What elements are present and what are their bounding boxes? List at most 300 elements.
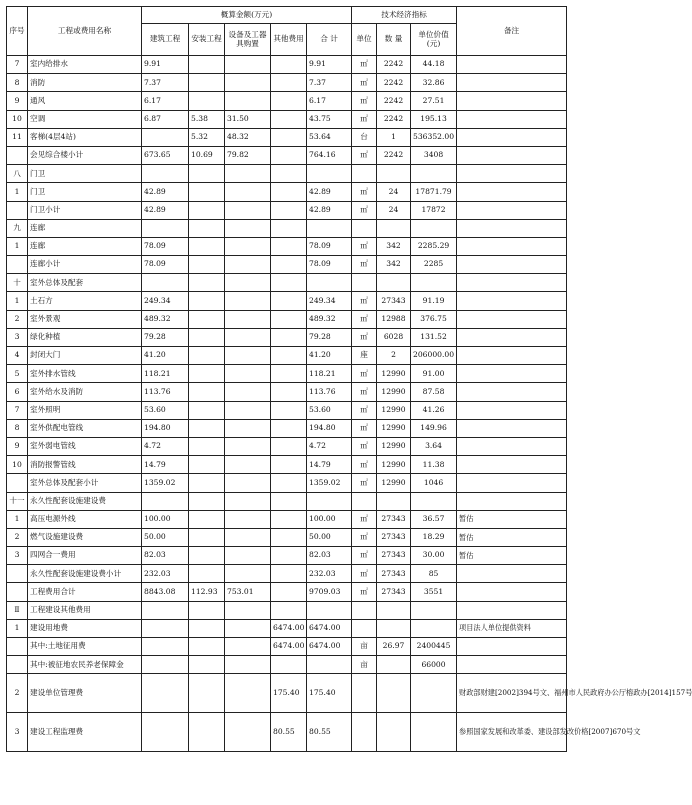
cell-name: 室外弱电管线 <box>28 437 142 455</box>
cell-quantity: 12990 <box>377 419 411 437</box>
cell-quantity: 12990 <box>377 474 411 492</box>
cell-seq: 十一 <box>7 492 28 510</box>
cell-seq: 2 <box>7 528 28 546</box>
cell-install <box>189 601 225 619</box>
cell-building: 41.20 <box>142 347 189 365</box>
cell-remark: 暂估 <box>457 510 567 528</box>
cell-other-fee <box>271 565 307 583</box>
table-row <box>7 256 567 274</box>
cell-other-fee <box>271 310 307 328</box>
cell-unit-value: 32.86 <box>411 74 457 92</box>
cell-equipment <box>225 656 271 674</box>
cell-name: 其中:土地征用费 <box>28 638 142 656</box>
cell-total <box>307 492 352 510</box>
cell-seq: 9 <box>7 92 28 110</box>
cell-unit-value: 536352.00 <box>411 128 457 146</box>
cell-building <box>142 219 189 237</box>
cell-building: 42.89 <box>142 201 189 219</box>
cell-equipment <box>225 347 271 365</box>
cell-quantity: 2242 <box>377 56 411 74</box>
cell-name: 室外排水管线 <box>28 365 142 383</box>
cell-equipment <box>225 274 271 292</box>
cell-other-fee <box>271 328 307 346</box>
cell-name: 高压电源外线 <box>28 510 142 528</box>
cell-remark <box>457 146 567 164</box>
cell-building: 194.80 <box>142 419 189 437</box>
cell-name: 工程费用合计 <box>28 583 142 601</box>
cell-install <box>189 638 225 656</box>
cell-install <box>189 365 225 383</box>
cell-name: 室外总体及配套小计 <box>28 474 142 492</box>
cell-equipment <box>225 292 271 310</box>
cell-remark <box>457 656 567 674</box>
cell-remark <box>457 74 567 92</box>
cell-unit: 座 <box>352 347 377 365</box>
cell-other-fee <box>271 365 307 383</box>
cell-seq: 7 <box>7 401 28 419</box>
cell-equipment <box>225 547 271 565</box>
cell-name: 永久性配套设施建设费小计 <box>28 565 142 583</box>
cell-unit: ㎡ <box>352 510 377 528</box>
cell-equipment <box>225 619 271 637</box>
cell-unit-value: 17872 <box>411 201 457 219</box>
table-row <box>7 619 567 637</box>
cell-install <box>189 74 225 92</box>
table-row <box>7 274 567 292</box>
cell-seq <box>7 656 28 674</box>
cell-building: 42.89 <box>142 183 189 201</box>
cell-quantity: 27343 <box>377 528 411 546</box>
cell-quantity <box>377 619 411 637</box>
cell-unit <box>352 165 377 183</box>
cell-quantity: 6028 <box>377 328 411 346</box>
header-unit: 单位 <box>352 24 377 56</box>
cell-seq: 2 <box>7 674 28 713</box>
table-row <box>7 547 567 565</box>
cell-seq: 九 <box>7 219 28 237</box>
cell-total: 43.75 <box>307 110 352 128</box>
cell-building <box>142 165 189 183</box>
cell-building: 673.65 <box>142 146 189 164</box>
cell-unit: ㎡ <box>352 528 377 546</box>
cell-quantity <box>377 274 411 292</box>
cell-unit: ㎡ <box>352 310 377 328</box>
cell-quantity: 2242 <box>377 74 411 92</box>
cell-name: 建设单位管理费 <box>28 674 142 713</box>
cell-other-fee <box>271 128 307 146</box>
cell-building: 82.03 <box>142 547 189 565</box>
cell-other-fee <box>271 401 307 419</box>
cell-total: 42.89 <box>307 201 352 219</box>
cell-total: 249.34 <box>307 292 352 310</box>
cell-unit: ㎡ <box>352 237 377 255</box>
table-row <box>7 474 567 492</box>
table-row <box>7 110 567 128</box>
cell-seq: 十 <box>7 274 28 292</box>
cell-equipment <box>225 638 271 656</box>
cell-equipment <box>225 237 271 255</box>
cell-remark <box>457 328 567 346</box>
cell-quantity: 2242 <box>377 146 411 164</box>
cell-unit: ㎡ <box>352 474 377 492</box>
cell-unit: ㎡ <box>352 110 377 128</box>
cell-quantity: 24 <box>377 201 411 219</box>
cell-install <box>189 292 225 310</box>
cell-equipment <box>225 474 271 492</box>
cell-seq: 5 <box>7 365 28 383</box>
cell-unit-value: 30.00 <box>411 547 457 565</box>
cell-name: 建设工程监理费 <box>28 713 142 752</box>
cell-remark <box>457 274 567 292</box>
cell-quantity: 12988 <box>377 310 411 328</box>
table-row <box>7 656 567 674</box>
cell-remark <box>457 183 567 201</box>
cell-total: 118.21 <box>307 365 352 383</box>
cell-building <box>142 674 189 713</box>
cell-unit: ㎡ <box>352 419 377 437</box>
header-budget-group: 概算金额(万元) <box>142 7 352 24</box>
table-row <box>7 365 567 383</box>
cell-quantity: 27343 <box>377 510 411 528</box>
cell-equipment <box>225 219 271 237</box>
cell-building <box>142 128 189 146</box>
cell-remark <box>457 474 567 492</box>
cell-other-fee: 80.55 <box>271 713 307 752</box>
cell-equipment <box>225 74 271 92</box>
cell-quantity: 27343 <box>377 583 411 601</box>
cell-seq: 1 <box>7 619 28 637</box>
cell-other-fee <box>271 219 307 237</box>
cell-unit <box>352 274 377 292</box>
cell-name: 永久性配套设施建设费 <box>28 492 142 510</box>
cell-total <box>307 656 352 674</box>
cell-install <box>189 674 225 713</box>
cell-remark <box>457 638 567 656</box>
cell-name: 空调 <box>28 110 142 128</box>
cell-building: 1359.02 <box>142 474 189 492</box>
cell-remark <box>457 565 567 583</box>
cell-other-fee <box>271 656 307 674</box>
cell-unit: ㎡ <box>352 74 377 92</box>
header-seq: 序号 <box>7 7 28 56</box>
cell-unit <box>352 219 377 237</box>
header-building: 建筑工程 <box>142 24 189 56</box>
cell-quantity: 12990 <box>377 437 411 455</box>
cell-building: 53.60 <box>142 401 189 419</box>
cell-quantity: 12990 <box>377 383 411 401</box>
cell-unit-value: 18.29 <box>411 528 457 546</box>
cell-building <box>142 713 189 752</box>
cell-unit <box>352 713 377 752</box>
cell-name: 封闭大门 <box>28 347 142 365</box>
cell-unit: ㎡ <box>352 401 377 419</box>
cell-remark <box>457 583 567 601</box>
cell-install <box>189 56 225 74</box>
cell-name: 四网合一费用 <box>28 547 142 565</box>
cell-name: 燃气设施建设费 <box>28 528 142 546</box>
cell-remark <box>457 110 567 128</box>
cell-seq: 10 <box>7 110 28 128</box>
cell-unit-value: 2400445 <box>411 638 457 656</box>
cell-other-fee <box>271 528 307 546</box>
cell-remark: 财政部财建[2002]394号文、福州市人民政府办公厅榕政办[2014]157号 <box>457 674 567 713</box>
cell-building: 50.00 <box>142 528 189 546</box>
cell-total: 7.37 <box>307 74 352 92</box>
cell-seq: 3 <box>7 713 28 752</box>
cell-total <box>307 274 352 292</box>
header-name: 工程或费用名称 <box>28 7 142 56</box>
cell-remark <box>457 165 567 183</box>
cell-remark <box>457 437 567 455</box>
cell-unit-value <box>411 713 457 752</box>
cell-unit: ㎡ <box>352 565 377 583</box>
cell-total: 194.80 <box>307 419 352 437</box>
cell-unit: ㎡ <box>352 365 377 383</box>
cell-other-fee <box>271 256 307 274</box>
cell-total: 79.28 <box>307 328 352 346</box>
cell-other-fee: 6474.00 <box>271 638 307 656</box>
cell-building: 489.32 <box>142 310 189 328</box>
cell-unit-value: 2285.29 <box>411 237 457 255</box>
cell-other-fee <box>271 74 307 92</box>
cell-name: 客梯(4层4站) <box>28 128 142 146</box>
cell-equipment <box>225 601 271 619</box>
cell-unit-value: 3408 <box>411 146 457 164</box>
cell-total: 489.32 <box>307 310 352 328</box>
cell-install <box>189 219 225 237</box>
cell-install <box>189 165 225 183</box>
cell-unit-value: 206000.00 <box>411 347 457 365</box>
cell-building <box>142 492 189 510</box>
cell-total: 53.64 <box>307 128 352 146</box>
table-row <box>7 383 567 401</box>
cell-unit: ㎡ <box>352 292 377 310</box>
cell-quantity: 27343 <box>377 547 411 565</box>
cell-quantity <box>377 219 411 237</box>
budget-estimate-table <box>6 6 692 752</box>
cell-seq: 4 <box>7 347 28 365</box>
cell-total: 50.00 <box>307 528 352 546</box>
cell-seq: 9 <box>7 437 28 455</box>
cell-other-fee <box>271 274 307 292</box>
cell-remark <box>457 219 567 237</box>
header-unit-value: 单位价值(元) <box>411 24 457 56</box>
cell-install <box>189 274 225 292</box>
table-row <box>7 674 567 713</box>
cell-unit-value <box>411 219 457 237</box>
cell-name: 连廊 <box>28 219 142 237</box>
cell-install <box>189 528 225 546</box>
cell-name: 绿化种植 <box>28 328 142 346</box>
table-row <box>7 565 567 583</box>
cell-install <box>189 92 225 110</box>
cell-unit: ㎡ <box>352 383 377 401</box>
cell-seq: 8 <box>7 419 28 437</box>
cell-name: 连廊小计 <box>28 256 142 274</box>
cell-equipment <box>225 437 271 455</box>
cell-equipment <box>225 56 271 74</box>
cell-equipment <box>225 565 271 583</box>
cell-remark <box>457 492 567 510</box>
cell-other-fee <box>271 437 307 455</box>
cell-seq: 1 <box>7 292 28 310</box>
cell-install <box>189 201 225 219</box>
cell-quantity: 1 <box>377 128 411 146</box>
cell-total: 9709.03 <box>307 583 352 601</box>
cell-equipment: 48.32 <box>225 128 271 146</box>
cell-building: 6.87 <box>142 110 189 128</box>
cell-remark <box>457 128 567 146</box>
cell-remark <box>457 201 567 219</box>
cell-quantity <box>377 165 411 183</box>
cell-total: 4.72 <box>307 437 352 455</box>
cell-other-fee <box>271 383 307 401</box>
cell-remark: 暂估 <box>457 547 567 565</box>
cell-unit-value: 3551 <box>411 583 457 601</box>
cell-unit-value: 91.19 <box>411 292 457 310</box>
cell-total: 82.03 <box>307 547 352 565</box>
cell-other-fee: 6474.00 <box>271 619 307 637</box>
cell-building <box>142 274 189 292</box>
cell-total: 78.09 <box>307 237 352 255</box>
cell-name: 连廊 <box>28 237 142 255</box>
cell-name: 室外景观 <box>28 310 142 328</box>
cell-name: 通风 <box>28 92 142 110</box>
table-row <box>7 219 567 237</box>
cell-building: 100.00 <box>142 510 189 528</box>
cell-other-fee <box>271 347 307 365</box>
cell-unit: ㎡ <box>352 456 377 474</box>
cell-other-fee <box>271 474 307 492</box>
cell-quantity: 27343 <box>377 292 411 310</box>
cell-unit-value: 2285 <box>411 256 457 274</box>
cell-remark: 项目法人单位提供资料 <box>457 619 567 637</box>
cell-equipment <box>225 201 271 219</box>
cell-unit-value: 44.18 <box>411 56 457 74</box>
cell-install <box>189 401 225 419</box>
cell-quantity: 2242 <box>377 92 411 110</box>
cell-unit-value: 1046 <box>411 474 457 492</box>
cell-other-fee <box>271 419 307 437</box>
cell-seq: 2 <box>7 310 28 328</box>
cell-seq <box>7 474 28 492</box>
cell-other-fee <box>271 92 307 110</box>
cell-install <box>189 547 225 565</box>
cell-building <box>142 601 189 619</box>
table-row <box>7 638 567 656</box>
cell-unit: ㎡ <box>352 583 377 601</box>
cell-remark <box>457 347 567 365</box>
cell-total: 1359.02 <box>307 474 352 492</box>
cell-other-fee <box>271 110 307 128</box>
cell-name: 门卫小计 <box>28 201 142 219</box>
cell-total: 53.60 <box>307 401 352 419</box>
cell-unit <box>352 601 377 619</box>
cell-name: 土石方 <box>28 292 142 310</box>
cell-building <box>142 619 189 637</box>
cell-equipment <box>225 492 271 510</box>
cell-name: 室外总体及配套 <box>28 274 142 292</box>
cell-remark: 参照国家发展和改革委、建设部发改价格[2007]670号文 <box>457 713 567 752</box>
cell-install <box>189 474 225 492</box>
table-row <box>7 201 567 219</box>
cell-total: 80.55 <box>307 713 352 752</box>
cell-unit-value: 66000 <box>411 656 457 674</box>
cell-total <box>307 601 352 619</box>
cell-unit: 亩 <box>352 638 377 656</box>
cell-quantity <box>377 492 411 510</box>
cell-building: 113.76 <box>142 383 189 401</box>
cell-install: 5.32 <box>189 128 225 146</box>
header-quantity: 数 量 <box>377 24 411 56</box>
cell-unit-value: 131.52 <box>411 328 457 346</box>
cell-remark <box>457 456 567 474</box>
cell-other-fee <box>271 492 307 510</box>
cell-unit-value: 85 <box>411 565 457 583</box>
cell-unit: ㎡ <box>352 183 377 201</box>
cell-install <box>189 347 225 365</box>
header-install: 安装工程 <box>189 24 225 56</box>
cell-equipment <box>225 310 271 328</box>
table-row <box>7 510 567 528</box>
cell-unit <box>352 492 377 510</box>
cell-name: 会见综合楼小计 <box>28 146 142 164</box>
cell-other-fee <box>271 456 307 474</box>
cell-equipment <box>225 383 271 401</box>
cell-unit-value: 17871.79 <box>411 183 457 201</box>
cell-install: 112.93 <box>189 583 225 601</box>
cell-equipment <box>225 165 271 183</box>
cell-total: 764.16 <box>307 146 352 164</box>
table-row <box>7 713 567 752</box>
cell-install <box>189 310 225 328</box>
cell-quantity <box>377 674 411 713</box>
cell-quantity <box>377 601 411 619</box>
cell-install: 10.69 <box>189 146 225 164</box>
cell-install <box>189 419 225 437</box>
table-row <box>7 492 567 510</box>
cell-quantity: 2 <box>377 347 411 365</box>
cell-remark <box>457 256 567 274</box>
cell-building <box>142 638 189 656</box>
cell-unit-value: 11.38 <box>411 456 457 474</box>
cell-equipment <box>225 365 271 383</box>
cell-total <box>307 219 352 237</box>
cell-name: 室外给水及消防 <box>28 383 142 401</box>
cell-unit-value: 3.64 <box>411 437 457 455</box>
cell-other-fee <box>271 56 307 74</box>
cell-remark <box>457 310 567 328</box>
cell-name: 消防 <box>28 74 142 92</box>
cell-unit-value <box>411 674 457 713</box>
cell-remark <box>457 92 567 110</box>
cell-building: 8843.08 <box>142 583 189 601</box>
table-row <box>7 437 567 455</box>
cell-equipment <box>225 456 271 474</box>
cell-name: 工程建设其他费用 <box>28 601 142 619</box>
cell-total: 175.40 <box>307 674 352 713</box>
table-row <box>7 419 567 437</box>
table-row <box>7 237 567 255</box>
cell-building: 232.03 <box>142 565 189 583</box>
table-row <box>7 583 567 601</box>
cell-building <box>142 656 189 674</box>
cell-quantity <box>377 713 411 752</box>
cell-unit-value: 27.51 <box>411 92 457 110</box>
table-row <box>7 146 567 164</box>
cell-quantity: 26.97 <box>377 638 411 656</box>
cell-unit: ㎡ <box>352 256 377 274</box>
